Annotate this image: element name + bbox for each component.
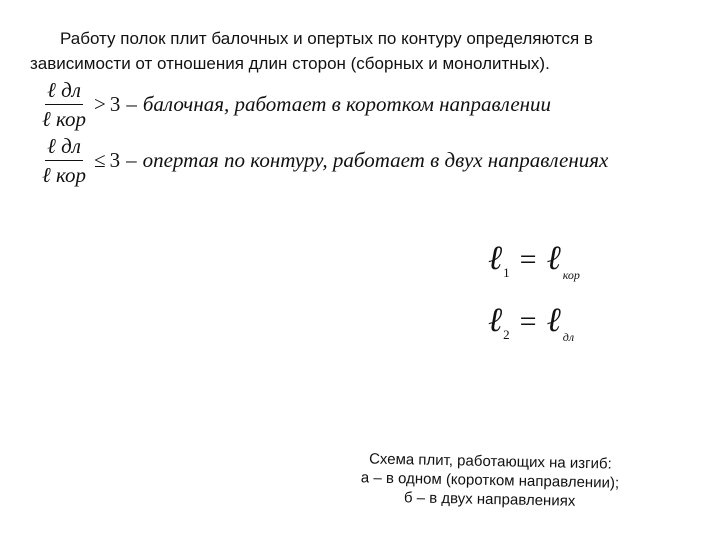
span-equation-1 xyxy=(488,240,580,282)
lhs-index: 2 xyxy=(503,327,510,342)
lhs-index: 1 xyxy=(503,265,510,280)
rhs-symbol: ℓ xyxy=(546,240,561,277)
intro-line-1: Работу полок плит балочных и опертых по контуру определяются в xyxy=(60,29,593,48)
caption-line-2: а – в одном (коротком направлении); xyxy=(360,469,620,492)
fraction-numerator: ℓ дл xyxy=(45,78,83,105)
relation-symbol: ≤ xyxy=(94,148,106,172)
length-ratio-fraction xyxy=(42,134,86,187)
intro-paragraph xyxy=(30,26,700,76)
dash: – xyxy=(126,92,137,116)
intro-line-2: зависимости от отношения длин сторон (сборных и монолитных). xyxy=(30,54,550,73)
equals-sign: = xyxy=(519,305,537,338)
fraction-denominator: ℓ кор xyxy=(42,107,87,131)
dash: – xyxy=(126,148,137,172)
caption-line-3: б – в двух направлениях xyxy=(403,489,576,510)
relation-symbol: > xyxy=(94,92,106,116)
equals-sign: = xyxy=(519,243,537,276)
fraction-numerator: ℓ дл xyxy=(45,134,83,161)
formula-description: балочная, работает в коротком направлении xyxy=(142,92,552,116)
caption-line-1: Схема плит, работающих на изгиб: xyxy=(368,450,612,473)
beam-slab-formula xyxy=(42,78,551,131)
length-ratio-fraction xyxy=(42,78,86,131)
rhs-symbol: ℓ xyxy=(546,302,561,339)
contour-supported-formula xyxy=(42,134,608,187)
fraction-denominator: ℓ кор xyxy=(42,163,87,187)
ratio-threshold: 3 xyxy=(109,148,121,172)
formula-description: опертая по контуру, работает в двух направлениях xyxy=(142,148,609,172)
span-equation-2 xyxy=(488,302,575,344)
figure-caption xyxy=(321,448,658,512)
rhs-index: дл xyxy=(562,330,575,344)
rhs-index: кор xyxy=(562,268,580,282)
lhs-symbol: ℓ xyxy=(488,240,503,277)
lhs-symbol: ℓ xyxy=(488,302,503,339)
ratio-threshold: 3 xyxy=(109,92,121,116)
